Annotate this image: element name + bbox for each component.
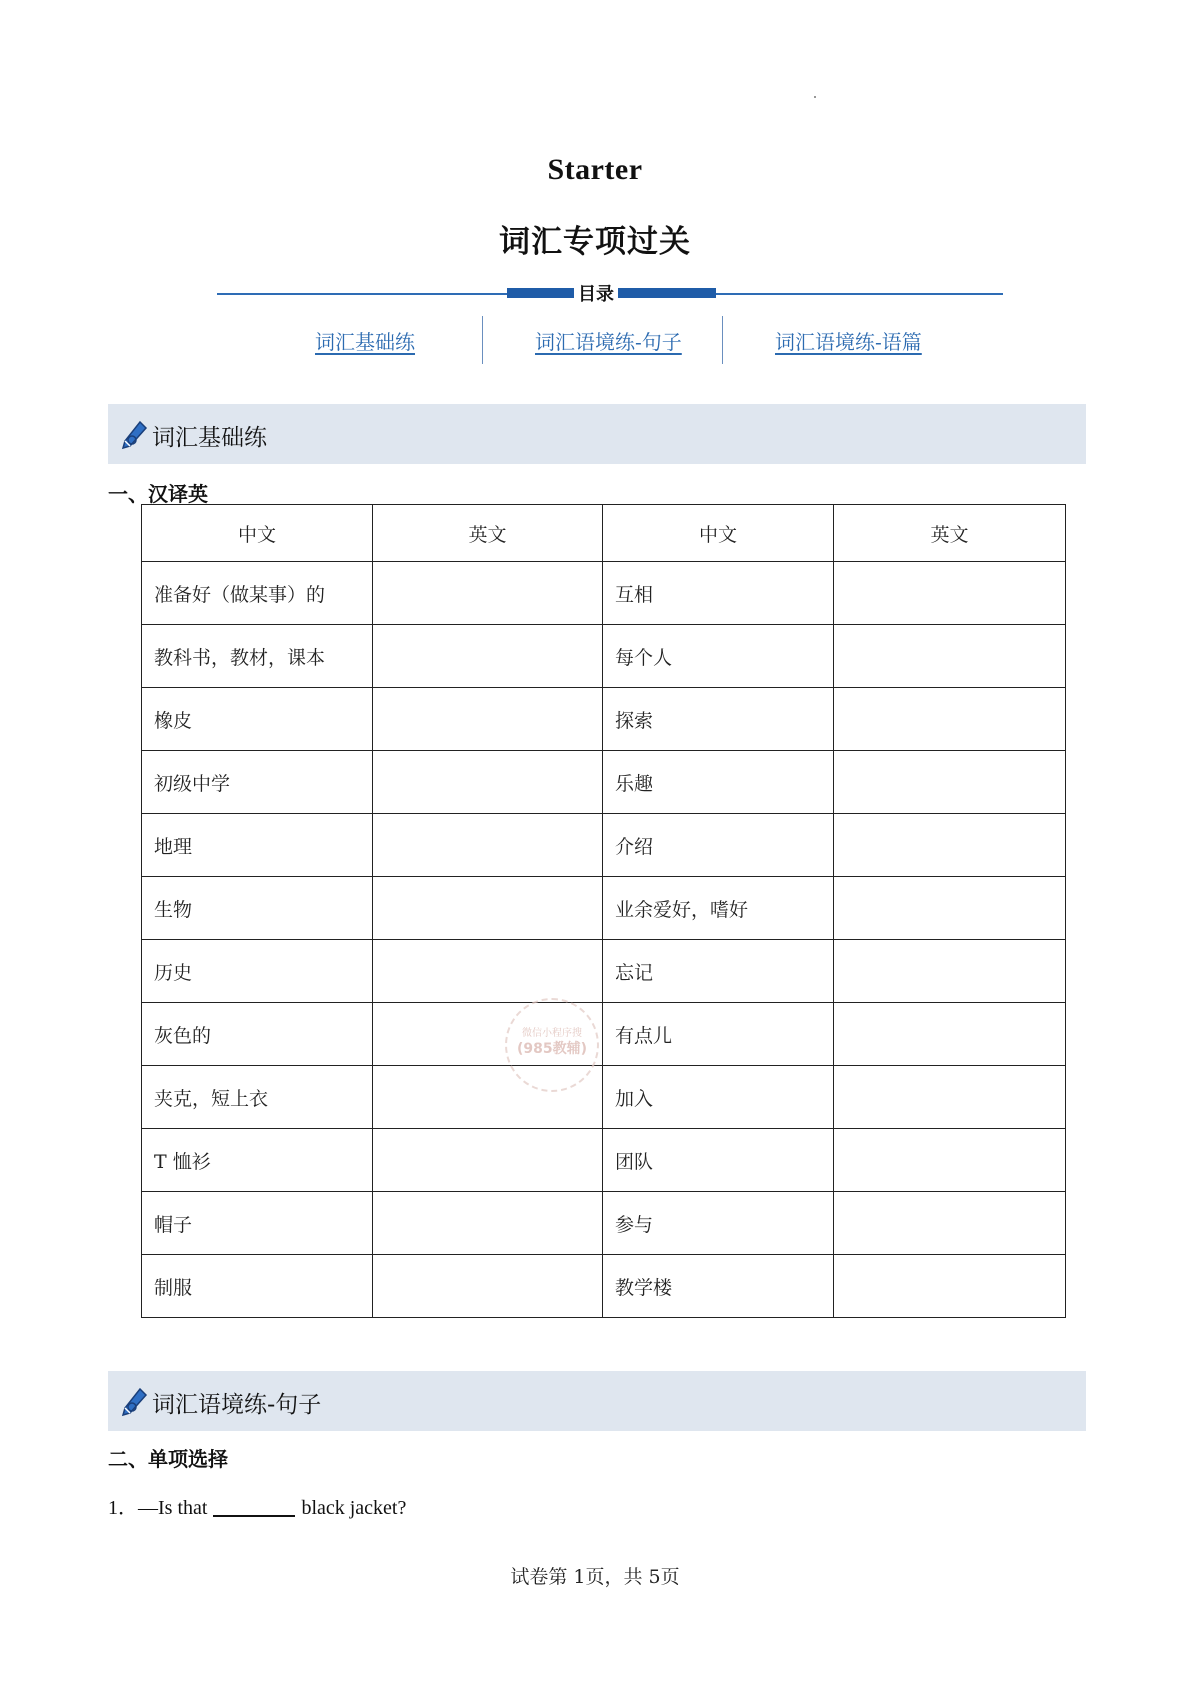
chinese-term: 团队 <box>603 1129 834 1192</box>
chinese-term: 探索 <box>603 688 834 751</box>
question-text-after: black jacket? <box>301 1497 407 1519</box>
toc-separator <box>722 316 723 364</box>
english-answer-cell[interactable] <box>373 1192 603 1255</box>
table-row <box>142 1255 1066 1318</box>
english-answer-cell[interactable] <box>373 1255 603 1318</box>
chinese-term: 灰色的 <box>142 1003 373 1066</box>
toc-separator <box>482 316 483 364</box>
part1-heading: 一、汉译英 <box>108 482 208 506</box>
toc-line-right <box>716 293 1003 295</box>
english-answer-cell[interactable] <box>834 814 1066 877</box>
chinese-term: 加入 <box>603 1066 834 1129</box>
watermark-line1: 微信小程序搜 <box>522 1028 582 1039</box>
table-row <box>142 751 1066 814</box>
english-answer-cell[interactable] <box>834 1255 1066 1318</box>
chinese-term: 有点儿 <box>603 1003 834 1066</box>
english-answer-cell[interactable] <box>834 877 1066 940</box>
chinese-term: 介绍 <box>603 814 834 877</box>
chinese-term: 乐趣 <box>603 751 834 814</box>
english-answer-cell[interactable] <box>834 1192 1066 1255</box>
english-answer-cell[interactable] <box>834 625 1066 688</box>
table-row <box>142 1066 1066 1129</box>
chinese-term: 夹克，短上衣 <box>142 1066 373 1129</box>
english-answer-cell[interactable] <box>373 940 603 1003</box>
chinese-term: 教科书，教材，课本 <box>142 625 373 688</box>
english-answer-cell[interactable] <box>373 751 603 814</box>
chinese-term: 参与 <box>603 1192 834 1255</box>
chinese-term: 生物 <box>142 877 373 940</box>
question-number: 1． <box>108 1497 138 1519</box>
part2-heading: 二、单项选择 <box>108 1447 228 1471</box>
english-answer-cell[interactable] <box>373 688 603 751</box>
watermark-stamp <box>505 998 599 1092</box>
chinese-term: 初级中学 <box>142 751 373 814</box>
table-row <box>142 940 1066 1003</box>
toc-bar-right <box>606 288 716 298</box>
watermark-line2: (985教辅) <box>516 1041 588 1057</box>
section-title: 词汇语境练-句子 <box>152 1392 322 1418</box>
english-answer-cell[interactable] <box>834 1066 1066 1129</box>
column-header: 中文 <box>603 505 834 562</box>
column-header: 英文 <box>834 505 1066 562</box>
chinese-term: 地理 <box>142 814 373 877</box>
section-header-vocab-basics <box>108 404 1086 464</box>
chinese-term: 历史 <box>142 940 373 1003</box>
toc-link-vocab-sentences[interactable]: 词汇语境练-句子 <box>535 330 682 354</box>
chinese-term: 制服 <box>142 1255 373 1318</box>
chinese-term: 教学楼 <box>603 1255 834 1318</box>
table-row <box>142 1003 1066 1066</box>
english-answer-cell[interactable] <box>834 688 1066 751</box>
english-answer-cell[interactable] <box>834 562 1066 625</box>
page-title-chinese: 词汇专项过关 <box>499 224 691 260</box>
english-answer-cell[interactable] <box>834 940 1066 1003</box>
table-header-row <box>142 505 1066 562</box>
english-answer-cell[interactable] <box>373 625 603 688</box>
toc-link-vocab-basics[interactable]: 词汇基础练 <box>315 330 415 354</box>
table-row <box>142 1129 1066 1192</box>
table-row <box>142 562 1066 625</box>
english-answer-cell[interactable] <box>834 751 1066 814</box>
english-answer-cell[interactable] <box>834 1003 1066 1066</box>
column-header: 中文 <box>142 505 373 562</box>
chinese-term: 帽子 <box>142 1192 373 1255</box>
question-1 <box>108 1491 406 1520</box>
page-footer: 试卷第 1页，共 5页 <box>510 1566 680 1588</box>
pencil-icon <box>120 420 148 450</box>
english-answer-cell[interactable] <box>834 1129 1066 1192</box>
english-answer-cell[interactable] <box>373 1129 603 1192</box>
table-row <box>142 625 1066 688</box>
stray-dot <box>814 96 816 98</box>
chinese-term: 业余爱好，嗜好 <box>603 877 834 940</box>
english-answer-cell[interactable] <box>373 562 603 625</box>
chinese-term: 橡皮 <box>142 688 373 751</box>
chinese-term: 互相 <box>603 562 834 625</box>
toc-line-left <box>217 293 507 295</box>
page-title-english: Starter <box>547 153 643 186</box>
chinese-term: 忘记 <box>603 940 834 1003</box>
toc-link-vocab-passage[interactable]: 词汇语境练-语篇 <box>775 330 922 354</box>
table-row <box>142 814 1066 877</box>
table-row <box>142 877 1066 940</box>
section-title: 词汇基础练 <box>152 425 267 451</box>
english-answer-cell[interactable] <box>373 814 603 877</box>
answer-blank[interactable] <box>213 1515 295 1517</box>
table-row <box>142 1192 1066 1255</box>
question-text-before: —Is that <box>138 1497 208 1519</box>
chinese-term: 准备好（做某事）的 <box>142 562 373 625</box>
english-answer-cell[interactable] <box>373 877 603 940</box>
chinese-term: T 恤衫 <box>142 1129 373 1192</box>
table-row <box>142 688 1066 751</box>
toc-label: 目录 <box>574 280 618 306</box>
pencil-icon <box>120 1387 148 1417</box>
vocab-table <box>141 504 1066 1318</box>
column-header: 英文 <box>373 505 603 562</box>
section-header-vocab-sentences <box>108 1371 1086 1431</box>
chinese-term: 每个人 <box>603 625 834 688</box>
